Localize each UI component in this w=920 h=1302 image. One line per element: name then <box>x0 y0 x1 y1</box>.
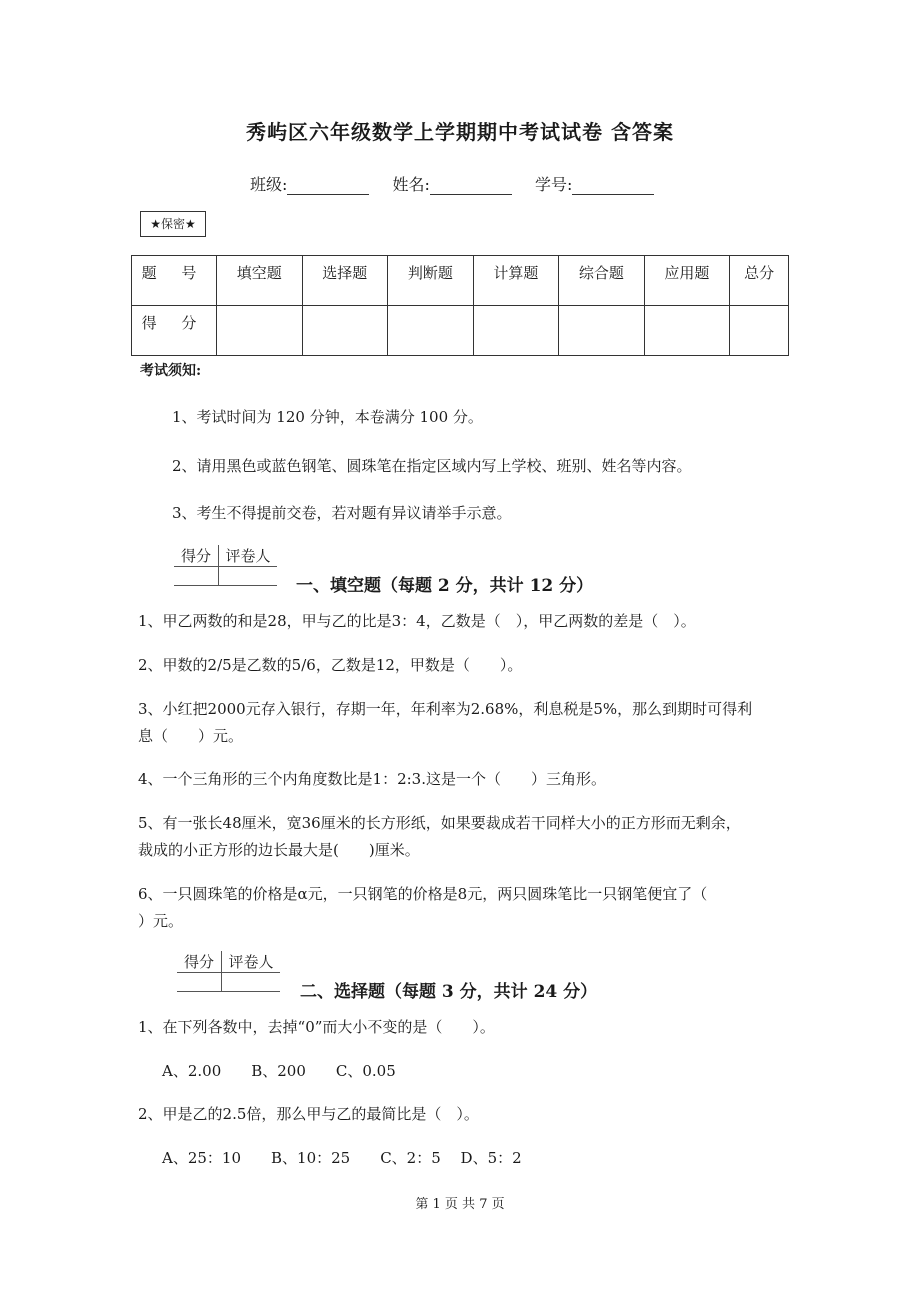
page-title: 秀屿区六年级数学上学期期中考试试卷 含答案 <box>246 120 674 144</box>
score-cell <box>644 306 730 356</box>
page-footer: 第 1 页 共 7 页 <box>415 1197 505 1212</box>
question-line: ）元。 <box>138 912 184 930</box>
name-label: 姓名: <box>392 175 430 194</box>
grader-name-label: 评卷人 <box>219 545 278 567</box>
question-line: 4、一个三角形的三个内角度数比是1：2:3.这是一个（ ）三角形。 <box>138 770 606 788</box>
name-blank <box>430 178 512 195</box>
score-table-header-row <box>132 256 789 306</box>
notice-heading: 考试须知: <box>140 363 202 379</box>
score-cell <box>388 306 474 356</box>
grader-name-label: 评卷人 <box>222 951 281 973</box>
score-header-cell: 题 号 <box>132 256 217 306</box>
score-header-cell: 计算题 <box>473 256 559 306</box>
grader-name-cell <box>222 973 281 992</box>
question-line: 1、在下列各数中，去掉“0”而大小不变的是（ ）。 <box>138 1018 495 1036</box>
notice-item: 2、请用黑色或蓝色钢笔、圆珠笔在指定区域内写上学校、班别、姓名等内容。 <box>172 457 692 475</box>
score-header-cell: 填空题 <box>217 256 303 306</box>
question-line: 息（ ）元。 <box>138 727 244 745</box>
score-cell <box>559 306 645 356</box>
section-heading: 一、填空题（每题 2 分，共计 12 分） <box>296 576 594 596</box>
question-line: 2、甲数的2/5是乙数的5/6，乙数是12，甲数是（ ）。 <box>138 656 523 674</box>
question-line: 5、有一张长48厘米，宽36厘米的长方形纸，如果要裁成若干同样大小的正方形而无剩余， <box>138 814 741 832</box>
grader-name-cell <box>219 567 278 586</box>
notice-item: 3、考生不得提前交卷，若对题有异议请举手示意。 <box>172 504 512 522</box>
score-cell <box>217 306 303 356</box>
question-line: 裁成的小正方形的边长最大是( )厘米。 <box>138 841 420 859</box>
score-header-cell: 判断题 <box>388 256 474 306</box>
class-label: 班级: <box>250 175 288 194</box>
score-header-cell: 综合题 <box>559 256 645 306</box>
student-info-line <box>250 172 672 195</box>
grader-score-label: 得分 <box>174 545 219 567</box>
answer-options: A、25：10 B、10：25 C、2：5 D、5：2 <box>162 1149 522 1167</box>
score-header-cell: 总分 <box>730 256 789 306</box>
grader-score-cell <box>177 973 222 992</box>
section-heading: 二、选择题（每题 3 分，共计 24 分） <box>300 982 598 1002</box>
id-label: 学号: <box>535 175 573 194</box>
score-cell <box>302 306 388 356</box>
grader-score-cell <box>174 567 219 586</box>
grader-box <box>177 951 280 992</box>
grader-score-label: 得分 <box>177 951 222 973</box>
id-blank <box>572 178 654 195</box>
question-line: 2、甲是乙的2.5倍，那么甲与乙的最简比是（ ）。 <box>138 1105 479 1123</box>
score-cell <box>730 306 789 356</box>
notice-item: 1、考试时间为 120 分钟，本卷满分 100 分。 <box>172 408 483 426</box>
score-table-score-row <box>132 306 789 356</box>
score-cell <box>473 306 559 356</box>
answer-options: A、2.00 B、200 C、0.05 <box>162 1062 396 1080</box>
score-row-label: 得 分 <box>132 306 217 356</box>
score-header-cell: 应用题 <box>644 256 730 306</box>
score-table <box>131 255 789 356</box>
question-line: 1、甲乙两数的和是28，甲与乙的比是3：4，乙数是（ ），甲乙两数的差是（ ）。 <box>138 612 696 630</box>
question-line: 3、小红把2000元存入银行，存期一年，年利率为2.68%，利息税是5%，那么到期时可得利 <box>138 700 753 718</box>
class-blank <box>287 178 369 195</box>
question-line: 6、一只圆珠笔的价格是α元，一只钢笔的价格是8元，两只圆珠笔比一只钢笔便宜了（ <box>138 885 708 903</box>
confidential-badge: ★保密★ <box>140 211 206 237</box>
grader-box <box>174 545 277 586</box>
score-header-cell: 选择题 <box>302 256 388 306</box>
